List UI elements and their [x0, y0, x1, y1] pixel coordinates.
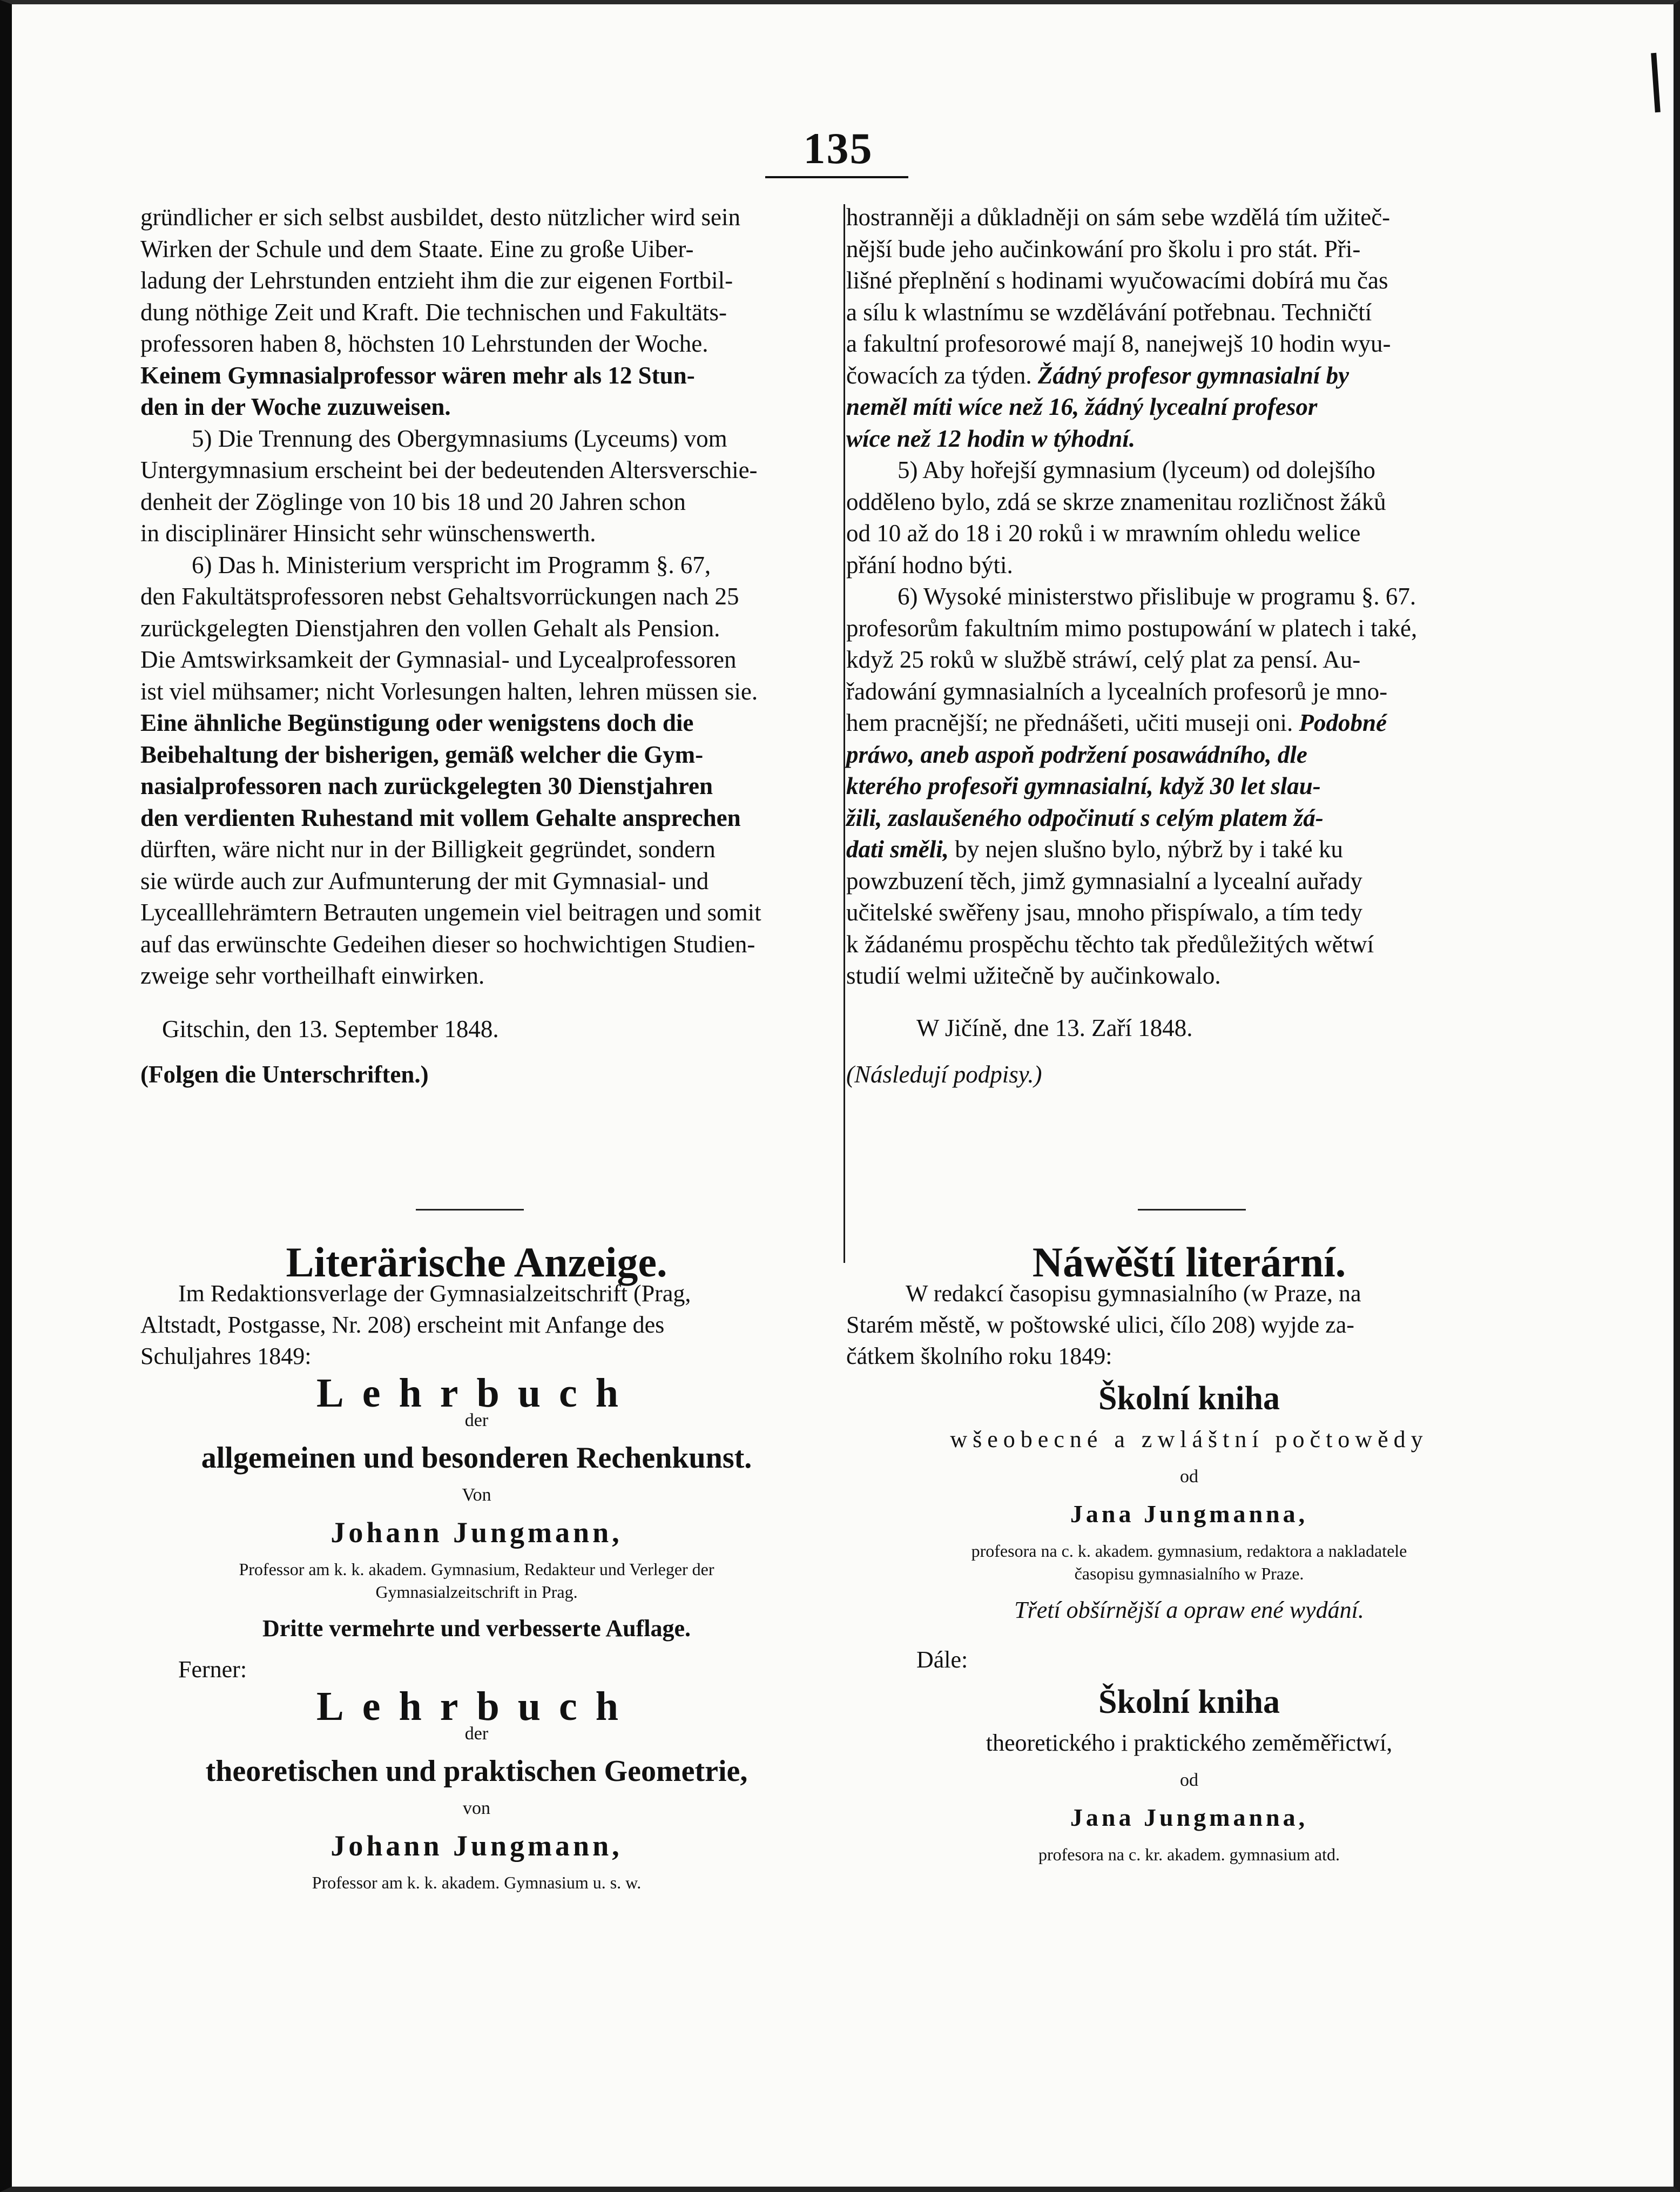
- text-line: [846, 833, 1532, 865]
- book-title: Školní kniha: [1098, 1684, 1280, 1720]
- text-line: přání hodno býti.: [846, 551, 1013, 579]
- text-line: čátkem školního roku 1849:: [846, 1343, 1112, 1369]
- book-author: Johann Jungmann,: [330, 1830, 623, 1862]
- book-author: Johann Jungmann,: [330, 1516, 623, 1549]
- book-von: Von: [462, 1485, 491, 1505]
- book-od: od: [1180, 1770, 1198, 1790]
- edition-note: Dritte vermehrte und verbesserte Auflage.: [262, 1615, 691, 1642]
- text-run: hem pracnější; ne přednášeti, učiti museji oni.: [846, 709, 1293, 736]
- book-subject: allgemeinen und besonderen Rechenkunst.: [201, 1441, 752, 1475]
- text-line: dung nöthige Zeit und Kraft. Die technischen und Fakultäts-: [140, 298, 727, 326]
- text-line: profesorům fakultním mimo postupowání w platech i také,: [846, 614, 1418, 642]
- text-line: Wirken der Schule und dem Staate. Eine zu große Uiber-: [140, 235, 694, 263]
- book-der: der: [464, 1410, 489, 1430]
- author-description: profesora na c. k. akadem. gymnasium, redaktora a nakladatele: [971, 1541, 1407, 1561]
- text-line: Untergymnasium erscheint bei der bedeutenden Altersverschie-: [140, 456, 758, 483]
- paragraph-start: 5) Die Trennung des Obergymnasiums (Lyceums) vom: [192, 425, 727, 452]
- emphasis-run: Podobné: [1299, 709, 1387, 736]
- dateline: W Jičíně, dne 13. Zaří 1848.: [916, 1014, 1193, 1041]
- text-line: když 25 roků w službě stráwí, celý plat za pensí. Au-: [846, 646, 1361, 673]
- signatures-note: (Folgen die Unterschriften.): [140, 1061, 429, 1088]
- text-line: powzbuzení těch, jimž gymnasialní a lycealní auřady: [846, 867, 1362, 895]
- text-line: ladung der Lehrstunden entzieht ihm die zur eigenen Fortbil-: [140, 267, 733, 294]
- emphasis-line: Beibehaltung der bisherigen, gemäß welcher die Gym-: [140, 741, 704, 768]
- text-run: by nejen slušno bylo, nýbrž by i také ku: [955, 836, 1343, 863]
- book-subject: wšeobecné a zwláštní počtowědy: [950, 1426, 1428, 1453]
- text-line: [846, 707, 1532, 739]
- paragraph-start: 6) Das h. Ministerium verspricht im Programm §. 67,: [192, 551, 711, 579]
- emphasis-line: neměl míti wíce než 16, žádný lycealní profesor: [846, 393, 1318, 420]
- german-column: [140, 201, 859, 1091]
- text-line: [846, 360, 1532, 392]
- section-rule: [1138, 1209, 1246, 1211]
- text-line: řadowání gymnasialních a lycealních profesorů je mno-: [846, 677, 1388, 705]
- text-line: nější bude jeho aučinkowání pro školu i pro stát. Při-: [846, 235, 1361, 263]
- book-od: od: [1180, 1467, 1198, 1487]
- text-line: gründlicher er sich selbst ausbildet, desto nützlicher wird sein: [140, 204, 740, 231]
- author-description: profesora na c. kr. akadem. gymnasium atd.: [1038, 1845, 1340, 1864]
- book-subject: theoretického i praktického zeměměřictwí,: [986, 1730, 1393, 1756]
- author-description: Professor am k. k. akadem. Gymnasium u. s. w.: [312, 1873, 642, 1892]
- text-line: sie würde auch zur Aufmunterung der mit Gymnasial- und: [140, 867, 709, 895]
- author-description: Professor am k. k. akadem. Gymnasium, Redakteur und Verleger der: [239, 1559, 714, 1579]
- book-title: Lehrbuch: [316, 1370, 637, 1416]
- edition-note: Třetí obšírnější a opraw ené wydání.: [1014, 1597, 1364, 1623]
- emphasis-line: Eine ähnliche Begünstigung oder wenigstens doch die: [140, 709, 694, 736]
- emphasis-line: práwo, aneb aspoň podržení posawádního, dle: [846, 741, 1307, 768]
- text-line: dürften, wäre nicht nur in der Billigkeit gegründet, sondern: [140, 836, 716, 863]
- text-line: ist viel mühsamer; nicht Vorlesungen halten, lehren müssen sie.: [140, 677, 758, 705]
- book-author: Jana Jungmanna,: [1070, 1804, 1308, 1831]
- text-line: denheit der Zöglinge von 10 bis 18 und 20 Jahren schon: [140, 488, 686, 515]
- signatures-note: (Následují podpisy.): [846, 1061, 1042, 1088]
- emphasis-line: žili, zaslaušeného odpočinutí s celým platem žá-: [846, 804, 1324, 831]
- emphasis-line: den verdienten Ruhestand mit vollem Gehalte ansprechen: [140, 804, 741, 831]
- text-line: od 10 až do 18 i 20 roků i w mrawním ohledu welice: [846, 520, 1361, 547]
- emphasis-line: wíce než 12 hodin w týhodní.: [846, 425, 1136, 452]
- text-line: Schuljahres 1849:: [140, 1343, 312, 1369]
- book-title: Lehrbuch: [316, 1684, 637, 1729]
- author-description: časopisu gymnasialního w Praze.: [1074, 1564, 1304, 1583]
- text-line: in disciplinärer Hinsicht sehr wünschenswerth.: [140, 520, 596, 547]
- dateline: Gitschin, den 13. September 1848.: [162, 1015, 499, 1043]
- text-line: den Fakultätsprofessoren nebst Gehaltsvorrückungen nach 25: [140, 583, 739, 610]
- czech-literary-notice: [846, 1239, 1532, 1866]
- text-line: učitelské swěřeny jsau, mnoho přispíwalo, a tím tedy: [846, 899, 1363, 926]
- emphasis-line: nasialprofessoren nach zurückgelegten 30 Dienstjahren: [140, 772, 713, 799]
- text-line: Die Amtswirksamkeit der Gymnasial- und Lycealprofessoren: [140, 646, 737, 673]
- page-number-rule: [765, 176, 908, 178]
- book-von: von: [463, 1798, 490, 1818]
- author-description: Gymnasialzeitschrift in Prag.: [375, 1582, 578, 1602]
- page-number: 135: [803, 124, 873, 173]
- emphasis-line: Keinem Gymnasialprofessor wären mehr als 12 Stun-: [140, 361, 695, 389]
- book-subject: theoretischen und praktischen Geometrie,: [205, 1754, 748, 1788]
- text-line: professoren haben 8, höchsten 10 Lehrstunden der Woche.: [140, 330, 709, 357]
- text-line: hostranněji a důkladněji on sám sebe wzdělá tím užiteč-: [846, 204, 1391, 231]
- text-line: zweige sehr vortheilhaft einwirken.: [140, 962, 485, 989]
- emphasis-line: den in der Woche zuzuweisen.: [140, 393, 451, 420]
- text-line: lišné přeplnění s hodinami wyučowacími dobírá mu čas: [846, 267, 1388, 294]
- book-author: Jana Jungmanna,: [1070, 1500, 1308, 1528]
- german-literary-notice: [140, 1239, 813, 1894]
- czech-column: [846, 201, 1532, 1091]
- section-rule: [416, 1209, 524, 1211]
- text-line: Altstadt, Postgasse, Nr. 208) erscheint mit Anfange des: [140, 1312, 665, 1338]
- text-line: zurückgelegten Dienstjahren den vollen Gehalt als Pension.: [140, 614, 720, 642]
- emphasis-line: kterého profesoři gymnasialní, když 30 let slau-: [846, 772, 1321, 799]
- emphasis-run: Žádný profesor gymnasialní by: [1037, 361, 1350, 389]
- book-der: der: [464, 1724, 489, 1744]
- paragraph-start: 6) Wysoké ministerstwo přislibuje w programu §. 67.: [898, 583, 1416, 610]
- text-line: auf das erwünschte Gedeihen dieser so hochwichtigen Studien-: [140, 930, 755, 958]
- text-line: a fakultní profesorowé mají 8, nanejwejš 10 hodin wyu-: [846, 330, 1391, 357]
- paragraph-start: 5) Aby hořejší gymnasium (lyceum) od dolejšího: [898, 456, 1375, 483]
- notice-title: Literärische Anzeige.: [286, 1239, 667, 1286]
- text-line: studií welmi užitečně by aučinkowalo.: [846, 962, 1221, 989]
- ferner-label: Ferner:: [178, 1656, 247, 1683]
- text-line: Im Redaktionsverlage der Gymnasialzeitschrift (Prag,: [178, 1280, 691, 1307]
- text-line: Starém městě, w poštowské ulici, čílo 208) wyjde za-: [846, 1312, 1354, 1338]
- emphasis-run: dati směli,: [846, 836, 949, 863]
- notice-title: Náwěští literární.: [1032, 1239, 1346, 1286]
- scan-edge-mark: [1651, 53, 1661, 112]
- text-line: k žádanému prospěchu těchto tak předůležitých wětwí: [846, 930, 1374, 958]
- text-line: Lycealllehrämtern Betrauten ungemein viel beitragen und somit: [140, 899, 761, 926]
- text-line: odděleno bylo, zdá se skrze znamenitau rozličnost žáků: [846, 488, 1386, 515]
- text-line: W redakcí časopisu gymnasialního (w Praze, na: [906, 1280, 1361, 1307]
- text-line: a sílu k wlastnímu se wzdělávání potřebnau. Techničtí: [846, 298, 1372, 326]
- text-run: čowacích za týden.: [846, 361, 1032, 389]
- book-title: Školní kniha: [1098, 1380, 1280, 1417]
- dale-label: Dále:: [916, 1646, 968, 1673]
